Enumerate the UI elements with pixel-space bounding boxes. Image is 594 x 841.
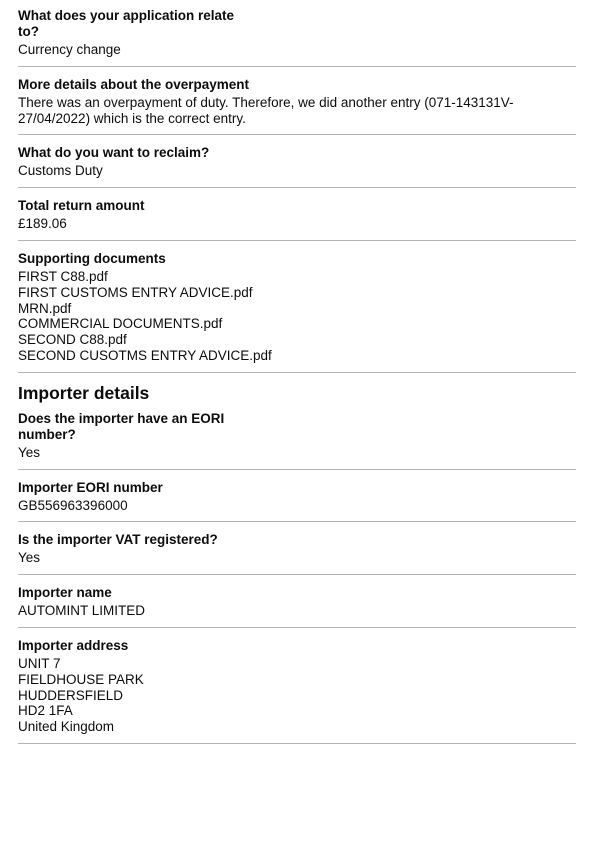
document-file: SECOND C88.pdf: [18, 332, 127, 348]
total-answer: £189.06: [18, 216, 67, 232]
importer-address-lines: [18, 656, 576, 735]
address-line: FIELDHOUSE PARK: [18, 671, 144, 687]
eori-answer: GB556963396000: [18, 497, 128, 513]
has-eori-answer: Yes: [18, 444, 41, 460]
document-file: SECOND CUSOTMS ENTRY ADVICE.pdf: [18, 347, 272, 363]
reclaim-question: What do you want to reclaim?: [18, 145, 210, 161]
overpayment-answer: There was an overpayment of duty. Therefore, we did another entry (071-143131V-27/04/2022) which is the correct entry.: [18, 94, 514, 126]
documents-list: [18, 269, 576, 364]
relates-to-answer: Currency change: [18, 42, 121, 57]
reclaim-answer: Customs Duty: [18, 163, 103, 179]
vat-answer: Yes: [18, 550, 41, 566]
documents-section: [18, 251, 576, 373]
has-eori-question: Does the importer have an EORI number?: [18, 410, 225, 442]
relates-to-question: What does your application relate to?: [18, 8, 235, 39]
total-question: Total return amount: [18, 198, 145, 214]
address-line: UNIT 7: [18, 655, 61, 671]
address-line: HUDDERSFIELD: [18, 687, 124, 703]
vat-question: Is the importer VAT registered?: [18, 532, 218, 548]
total-section: [18, 198, 576, 241]
claim-summary: [18, 8, 576, 754]
reclaim-section: [18, 145, 576, 188]
document-file: FIRST C88.pdf: [18, 268, 108, 284]
eori-section: [18, 480, 576, 523]
importer-details-heading: Importer details: [18, 382, 150, 403]
document-file: COMMERCIAL DOCUMENTS.pdf: [18, 316, 223, 332]
document-file: FIRST CUSTOMS ENTRY ADVICE.pdf: [18, 284, 253, 300]
relates-to-section: [18, 8, 576, 67]
importer-address-section: [18, 638, 576, 744]
importer-name-section: [18, 585, 576, 628]
importer-name-question: Importer name: [18, 585, 112, 601]
importer-address-question: Importer address: [18, 637, 129, 653]
address-line: HD2 1FA: [18, 703, 73, 719]
overpayment-question: More details about the overpayment: [18, 76, 250, 92]
has-eori-section: [18, 411, 576, 470]
documents-question: Supporting documents: [18, 250, 166, 266]
eori-question: Importer EORI number: [18, 479, 163, 495]
address-line: United Kingdom: [18, 719, 115, 735]
importer-name-answer: AUTOMINT LIMITED: [18, 603, 146, 619]
vat-section: [18, 532, 576, 575]
overpayment-section: [18, 77, 576, 136]
document-file: MRN.pdf: [18, 300, 72, 316]
